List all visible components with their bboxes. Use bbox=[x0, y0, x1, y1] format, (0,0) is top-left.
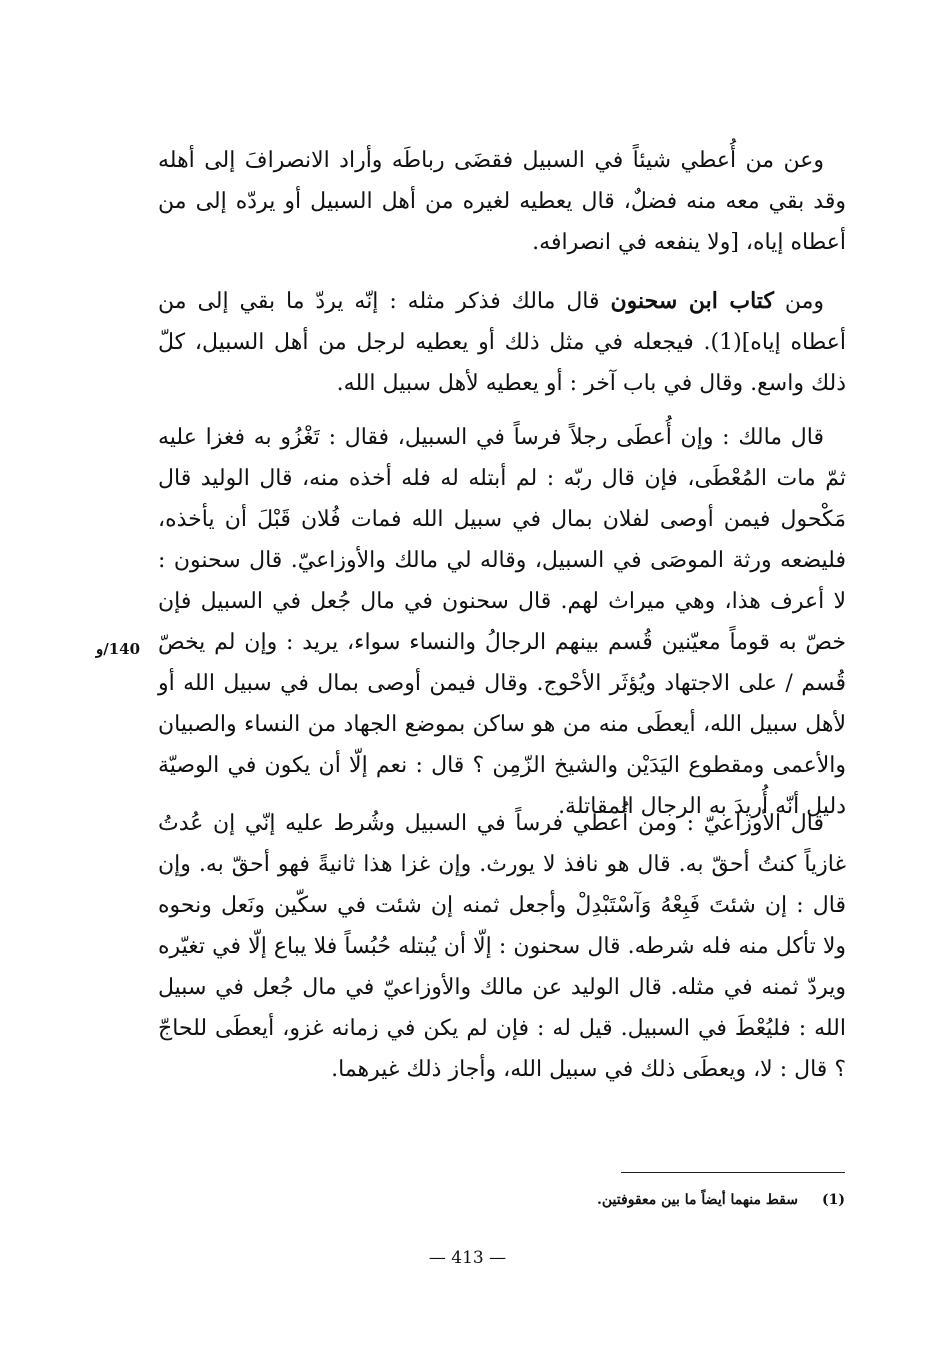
paragraph-text: قال مالك : وإن أُعطَى رجلاً فرساً في السبيل، فقال : تَغْزُو به فغزا عليه ثمّ مات المُعْطَى، فإن قال ربّه : لم أبتله له فله أخذه منه، قال الوليد قال مَكْحول فيمن أوصى لفلان بمال في سبيل الله فمات فُلان قَبْلَ أن يأخذه، فليضعه ورثة الموصَى في السبيل، وقاله لي مالك والأوزاعيّ. قال سحنون : لا أعرف هذا، وهي ميراث لهم. قال سحنون في مال جُعل في السبيل فإن خصّ به قوماً معيّنين قُسم بينهم الرجالُ والنساء سواء، يريد : وإن لم يخصّ قُسم / على الاجتهاد ويُؤثَر الأحْوج. وقال فيمن أوصى بمال في سبيل الله أو لأهل سبيل الله، أيعطَى منه من هو ساكن بموضع الجهاد من النساء والصبيان والأعمى ومقطوع اليَدَيْن والشيخ الزّمِن ؟ قال : نعم إلّا أن يكون في الوصيّة دليل أنّه أُريدَ به الرجال المقاتلة. bbox=[158, 425, 846, 819]
folio-margin-note: 140/و bbox=[96, 640, 141, 658]
paragraph-text: قال الأوزاعيّ : ومن أُعطي فرساً في السبيل وشُرط عليه إنّي إن عُدتُ غازياً كنتُ أحقّ به. قال هو نافذ لا يورث. وإن غزا هذا ثانيةً فهو أحقّ به. وإن قال : إن شئتَ فَبِعْهُ وَآسْتَبْدِلْ وأجعل ثمنه إن شئت في سكّين ونَعل ونحوه ولا تأكل منه فله شرطه. قال سحنون : إلّا أن يُبتله حُبُساً فلا يباع إلّا في تغيّره ويردّ ثمنه في مثله. قال الوليد عن مالك والأوزاعيّ في مال جُعل في سبيل الله : فليُعْطَ في السبيل. قيل له : فإن لم يكن في زمانه غزو، أيعطَى للحاجّ ؟ قال : لا، ويعطَى ذلك في سبيل الله، وأجاز ذلك غيرهما. bbox=[158, 811, 846, 1082]
paragraph-2 bbox=[158, 281, 846, 404]
source-title: كتاب ابن سحنون bbox=[610, 288, 774, 314]
footnote bbox=[460, 1192, 845, 1208]
paragraph-1 bbox=[158, 140, 846, 263]
footnote-text: سقط منهما أيضاً ما بين معقوفتين. bbox=[597, 1192, 798, 1208]
paragraph-rest: قال مالك فذكر مثله : إنّه يردّ ما بقي إلى من أعطاه إياه](1). فيجعله في مثل ذلك أو يعطيه لرجل من أهل السبيل، كلّ ذلك واسع. وقال في باب آخر : أو يعطيه لأهل سبيل الله. bbox=[158, 289, 847, 396]
paragraph-text bbox=[158, 281, 846, 404]
paragraph-lead: ومن bbox=[784, 289, 824, 314]
paragraph-text: وعن من أُعطي شيئاً في السبيل فقضَى رباطَه وأراد الانصرافَ إلى أهله وقد بقي معه منه فضلٌ، قال يعطيه لغيره من أهل السبيل أو يردّه إلى من أعطاه إياه، [ولا ينفعه في انصرافه. bbox=[158, 148, 846, 255]
paragraph-3 bbox=[158, 417, 846, 827]
page-number: — 413 — bbox=[428, 1248, 507, 1268]
footnote-divider bbox=[621, 1172, 845, 1173]
paragraph-4 bbox=[158, 803, 846, 1090]
footnote-number: (1) bbox=[822, 1192, 845, 1208]
